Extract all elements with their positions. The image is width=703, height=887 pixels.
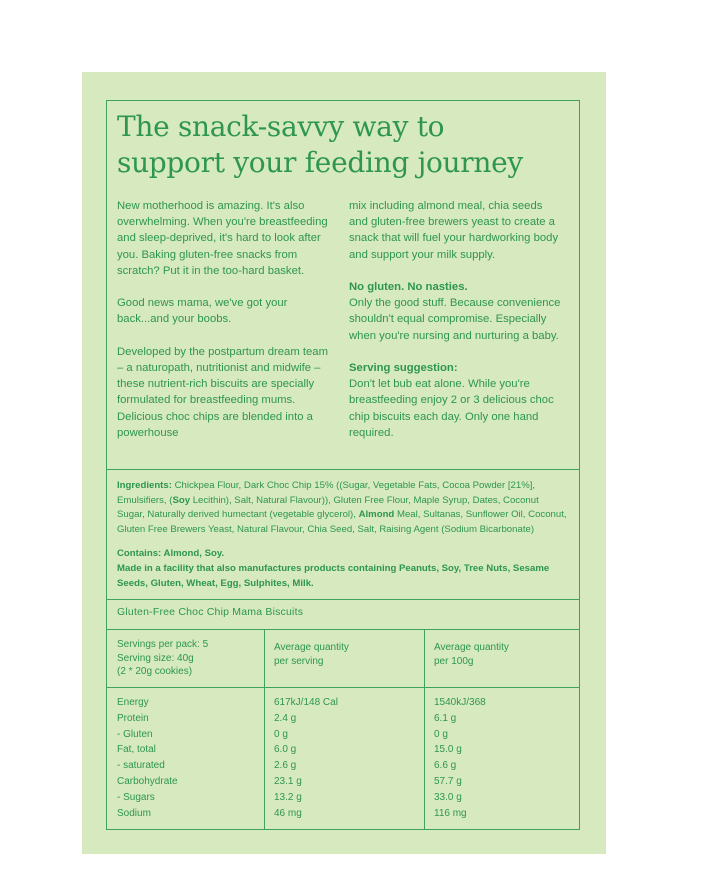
body-paragraph: New motherhood is amazing. It's also overwhelming. When you're breastfeeding and sleep-deprived, it's hard to look after you. Baking gluten-free snacks from scratch? Put it in the too-hard basket.: [117, 200, 328, 277]
divider: [107, 599, 579, 600]
table-cell: 617kJ/148 Cal: [274, 697, 338, 708]
table-cell: 116 mg: [434, 807, 467, 819]
table-cell: 1540kJ/368: [434, 697, 486, 708]
nutrient-labels: [117, 695, 178, 821]
table-row-label: Carbohydrate: [117, 775, 178, 787]
table-cell: 0 g: [434, 728, 448, 740]
facility-warning: Made in a facility that also manufactures products containing Peanuts, Soy, Tree Nuts, Sesame Seeds, Gluten, Wheat, Egg, Sulphites, Milk.: [117, 562, 550, 589]
table-row-label: - saturated: [117, 760, 165, 772]
body-paragraph: Good news mama, we've got your back...and your boobs.: [117, 297, 288, 326]
header-line: per 100g: [434, 655, 474, 667]
ingredients-block: [117, 479, 567, 591]
table-cell: 6.1 g: [434, 712, 457, 724]
divider: [107, 469, 579, 470]
no-gluten-heading: No gluten. No nasties.: [349, 281, 468, 293]
serving-info: [117, 638, 208, 679]
body-left-column: [117, 198, 331, 457]
body-right-column: [349, 198, 563, 457]
ingredients-text: Lecithin), Salt, Natural Flavour)), Gluten Free Flour, Maple Syrup, Dates, Coconut Sugar, Naturally derived humectant (vegetable glycerol),: [117, 494, 539, 521]
headline-line-1: The snack-savvy way to: [117, 110, 445, 143]
no-gluten-text: Only the good stuff. Because convenience shouldn't equal compromise. Especially when you're nursing and nurturing a baby.: [349, 297, 561, 342]
table-cell: 6.0 g: [274, 744, 297, 756]
ingredients-label: Ingredients:: [117, 480, 172, 491]
serving-suggestion-text: Don't let bub eat alone. While you're breastfeeding enjoy 2 or 3 delicious choc chip biscuits each day. Only one hand required.: [349, 378, 554, 439]
divider: [107, 629, 579, 630]
table-cell: 6.6 g: [434, 760, 457, 772]
table-row-label: - Sugars: [117, 791, 155, 803]
per-serving-header: [274, 641, 349, 668]
header-line: per serving: [274, 655, 324, 667]
table-row-label: Sodium: [117, 807, 151, 819]
headline-line-2: support your feeding journey: [117, 146, 523, 179]
header-line: Average quantity: [434, 642, 509, 653]
body-paragraph: Developed by the postpartum dream team – a naturopath, nutritionist and midwife – these nutrient-rich biscuits are specially formulated for breastfeeding mums. Delicious choc chips are blended into a powerhouse: [117, 345, 328, 439]
table-cell: 23.1 g: [274, 775, 302, 787]
per-serving-values: [274, 695, 338, 821]
per-100g-values: [434, 695, 486, 821]
table-cell: 33.0 g: [434, 791, 462, 803]
table-row-label: Protein: [117, 712, 149, 724]
serving-detail: (2 * 20g cookies): [117, 666, 193, 677]
serving-suggestion-block: [349, 360, 563, 441]
table-cell: 57.7 g: [434, 775, 462, 787]
ingredients-text: Chickpea Flour, Dark Choc Chip 15% ((Sugar, Vegetable Fats, Cocoa Powder [21%], Emulsifiers, (: [117, 480, 536, 506]
header-line: Average quantity: [274, 642, 349, 653]
ingredients-list: [117, 479, 567, 537]
table-row-label: Energy: [117, 697, 149, 708]
ingredients-text: Meal, Sultanas, Sunflower Oil, Coconut, Gluten Free Brewers Yeast, Natural Flavour, Chia Seed, Salt, Raising Agent (Sodium Bicarbonate): [117, 509, 567, 535]
per-100g-header: [434, 641, 509, 668]
nutrition-product-name: Gluten-Free Choc Chip Mama Biscuits: [117, 606, 304, 618]
table-column-divider: [264, 629, 265, 829]
allergen-almond: Almond: [358, 509, 395, 521]
allergen-soy: Soy: [172, 494, 191, 506]
table-cell: 13.2 g: [274, 791, 302, 803]
no-gluten-block: [349, 279, 563, 344]
table-column-divider: [424, 629, 425, 829]
table-cell: 46 mg: [274, 807, 302, 819]
info-frame: [106, 100, 580, 830]
serving-suggestion-heading: Serving suggestion:: [349, 362, 458, 374]
table-cell: 2.6 g: [274, 760, 297, 772]
product-info-card: [82, 72, 606, 854]
divider: [107, 687, 579, 688]
table-cell: 15.0 g: [434, 744, 462, 756]
contains-statement: [117, 547, 567, 591]
headline: [117, 109, 577, 181]
table-cell: 0 g: [274, 728, 288, 740]
servings-per-pack: Servings per pack: 5: [117, 639, 209, 650]
table-cell: 2.4 g: [274, 712, 297, 724]
table-row-label: - Gluten: [117, 728, 153, 740]
contains-text: Contains: Almond, Soy.: [117, 548, 225, 560]
serving-size: Serving size: 40g: [117, 652, 194, 664]
body-paragraph: mix including almond meal, chia seeds and gluten-free brewers yeast to create a snack that will fuel your hardworking body and support your milk supply.: [349, 200, 559, 261]
table-row-label: Fat, total: [117, 744, 156, 756]
